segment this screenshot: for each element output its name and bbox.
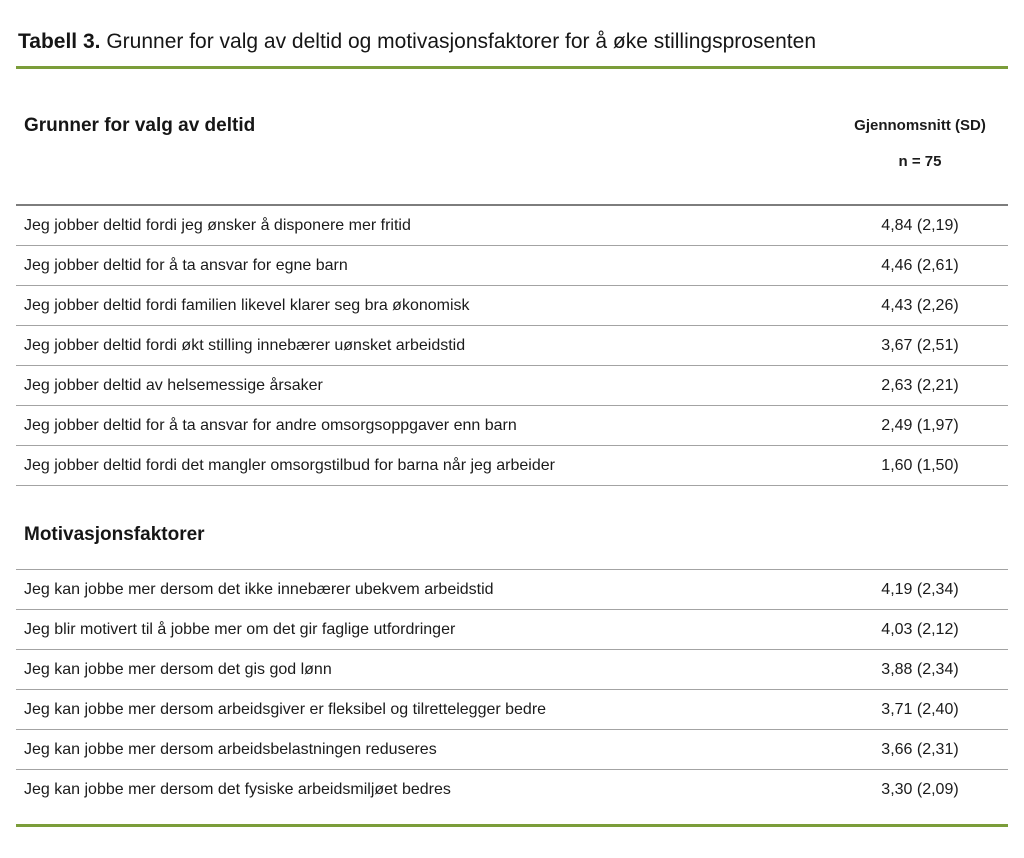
table-row bbox=[16, 446, 1008, 486]
row-label: Jeg jobber deltid fordi familien likevel klarer seg bra økonomisk bbox=[24, 296, 470, 314]
table-row bbox=[16, 570, 1008, 610]
table-row bbox=[16, 326, 1008, 366]
table-row bbox=[16, 650, 1008, 690]
table-row bbox=[16, 770, 1008, 810]
table-row bbox=[16, 206, 1008, 246]
sample-size: n = 75 bbox=[898, 153, 942, 170]
table-title bbox=[16, 29, 1008, 54]
row-label: Jeg kan jobbe mer dersom det fysiske arbeidsmiljøet bedres bbox=[24, 781, 451, 798]
table-row bbox=[16, 286, 1008, 326]
row-value: 3,88 (2,34) bbox=[881, 660, 959, 678]
row-label: Jeg jobber deltid fordi det mangler omsorgstilbud for barna når jeg arbeider bbox=[24, 456, 555, 474]
table-row bbox=[16, 690, 1008, 730]
value-column-title: Gjennomsnitt (SD) bbox=[854, 117, 986, 134]
row-value: 4,43 (2,26) bbox=[881, 296, 959, 314]
row-value: 3,71 (2,40) bbox=[881, 700, 959, 718]
top-accent-rule bbox=[16, 66, 1008, 69]
table-row bbox=[16, 610, 1008, 650]
row-label: Jeg kan jobbe mer dersom det gis god lønn bbox=[24, 660, 332, 678]
motivation-rows bbox=[16, 569, 1008, 810]
row-label: Jeg kan jobbe mer dersom arbeidsbelastningen reduseres bbox=[24, 740, 437, 758]
row-value: 4,84 (2,19) bbox=[881, 216, 959, 234]
table-row bbox=[16, 730, 1008, 770]
row-value: 2,49 (1,97) bbox=[881, 416, 959, 434]
section-motivation-heading: Motivasjonsfaktorer bbox=[24, 524, 205, 545]
reasons-rows bbox=[16, 206, 1008, 486]
row-label: Jeg jobber deltid av helsemessige årsaker bbox=[24, 376, 323, 394]
row-value: 4,19 (2,34) bbox=[881, 580, 959, 598]
row-value: 4,03 (2,12) bbox=[881, 620, 959, 638]
row-label: Jeg jobber deltid for å ta ansvar for egne barn bbox=[24, 256, 348, 274]
row-label: Jeg jobber deltid fordi økt stilling innebærer uønsket arbeidstid bbox=[24, 336, 466, 354]
section-motivation bbox=[16, 523, 1008, 810]
section-reasons bbox=[16, 114, 1008, 486]
row-label: Jeg jobber deltid fordi jeg ønsker å disponere mer fritid bbox=[24, 216, 411, 234]
row-label: Jeg kan jobbe mer dersom det ikke innebærer ubekvem arbeidstid bbox=[24, 580, 494, 598]
table-row bbox=[16, 406, 1008, 446]
table-page bbox=[16, 0, 1008, 827]
row-label: Jeg blir motivert til å jobbe mer om det gir faglige utfordringer bbox=[24, 620, 456, 638]
row-value: 4,46 (2,61) bbox=[881, 256, 959, 274]
bottom-accent-rule bbox=[16, 824, 1008, 827]
table-row bbox=[16, 366, 1008, 406]
row-label: Jeg kan jobbe mer dersom arbeidsgiver er fleksibel og tilrettelegger bedre bbox=[24, 700, 547, 718]
row-value: 1,60 (1,50) bbox=[881, 456, 959, 474]
row-value: 3,30 (2,09) bbox=[881, 781, 959, 798]
section-reasons-heading: Grunner for valg av deltid bbox=[24, 115, 256, 136]
row-value: 2,63 (2,21) bbox=[881, 376, 959, 394]
row-label: Jeg jobber deltid for å ta ansvar for andre omsorgsoppgaver enn barn bbox=[24, 416, 517, 434]
row-value: 3,66 (2,31) bbox=[881, 740, 959, 758]
table-header-row bbox=[16, 114, 1008, 171]
table-row bbox=[16, 246, 1008, 286]
row-value: 3,67 (2,51) bbox=[881, 336, 959, 354]
table-title-text: Grunner for valg av deltid og motivasjonsfaktorer for å øke stillingsprosenten bbox=[106, 30, 817, 53]
value-column-header bbox=[832, 116, 1008, 171]
table-number: Tabell 3. bbox=[18, 30, 101, 53]
